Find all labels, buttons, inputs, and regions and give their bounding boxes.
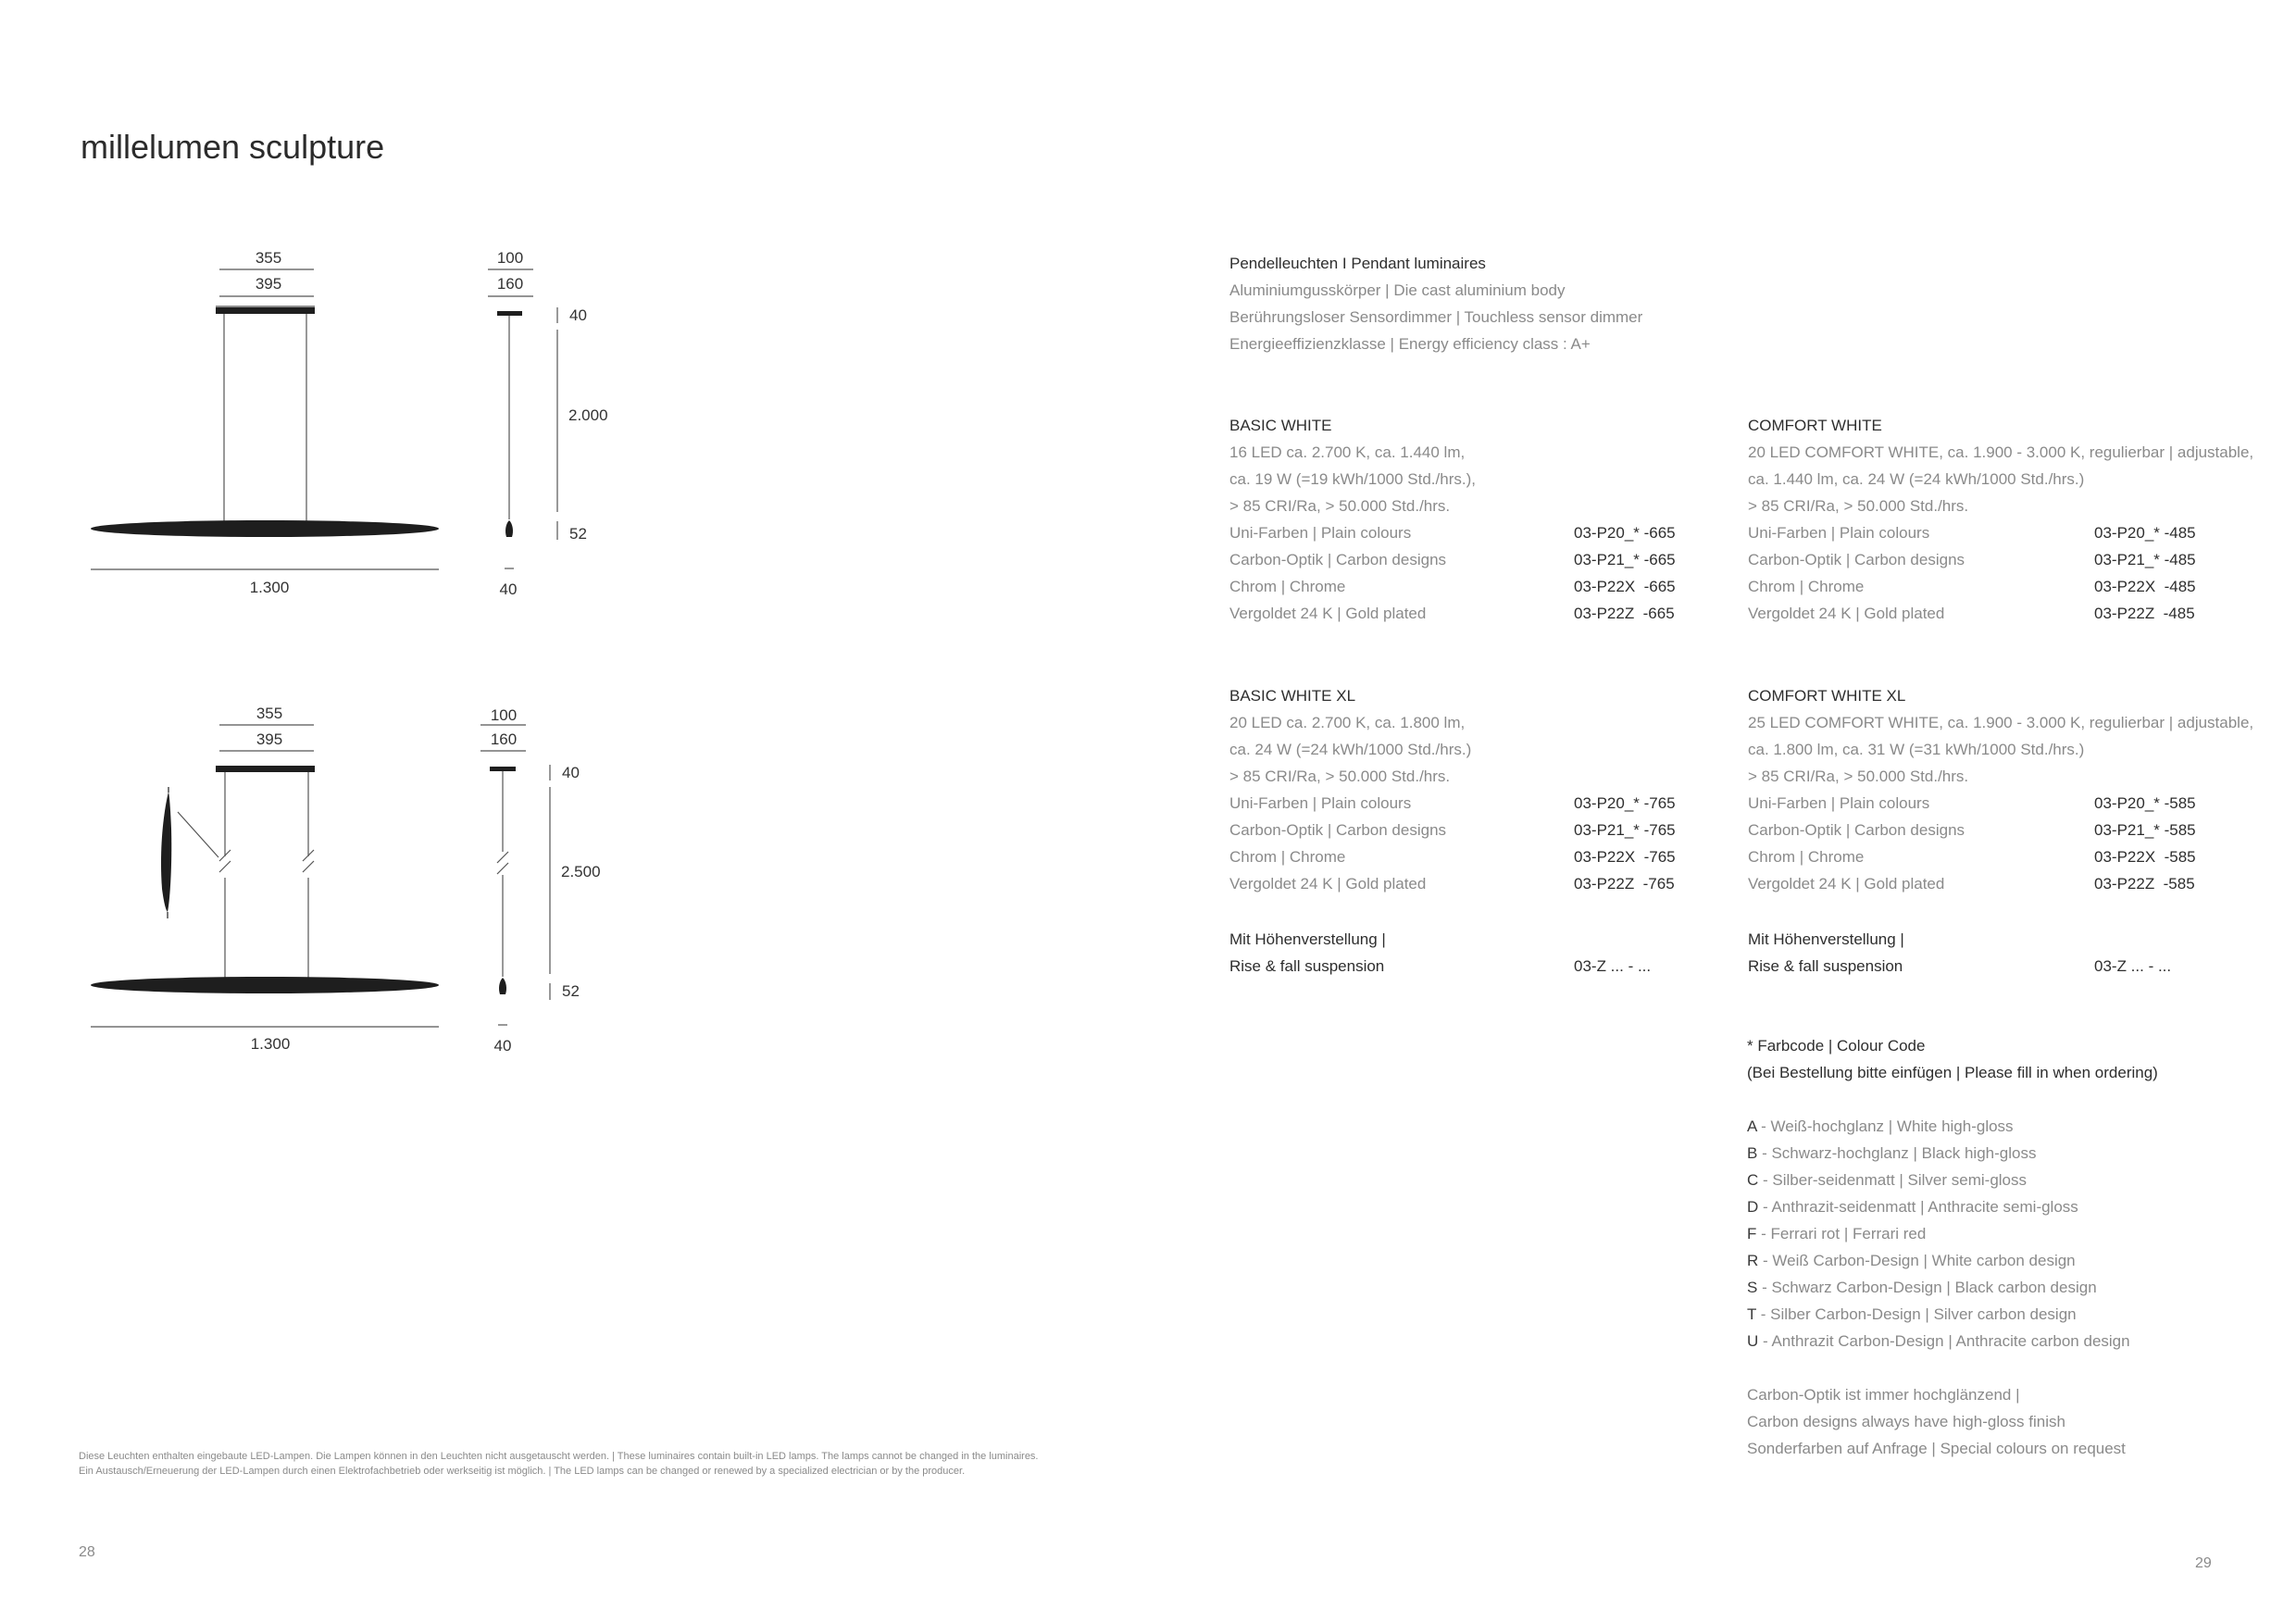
dim-cable-length: 2.000 [568, 406, 608, 424]
finish-row [1748, 870, 2266, 897]
finish-label: Uni-Farben | Plain colours [1229, 794, 1412, 812]
article-code: 03-P22Z -765 [1574, 875, 1675, 893]
rise-fall-label: Mit Höhenverstellung | [1748, 930, 1904, 948]
intro-block [1229, 250, 1642, 357]
rise-fall-label: Rise & fall suspension [1229, 957, 1385, 975]
rise-fall-code: 03-Z ... - ... [1574, 957, 1652, 975]
colour-key: R [1747, 1252, 1759, 1269]
dim-canopy-height: 40 [562, 764, 580, 781]
article-code: 03-P21_* -485 [2094, 551, 2196, 568]
finish-row [1229, 600, 1692, 627]
colour-key: S [1747, 1279, 1758, 1296]
colour-key: C [1747, 1171, 1759, 1189]
finish-label: Carbon-Optik | Carbon designs [1748, 821, 1965, 839]
dim-length: 1.300 [249, 579, 290, 596]
dim-lamp-depth: 40 [493, 1037, 512, 1055]
colour-code-item: C - Silber-seidenmatt | Silver semi-gloss [1747, 1171, 2028, 1189]
intro-line: Energieeffizienzklasse | Energy efficiency class : A+ [1229, 335, 1591, 353]
finish-label: Uni-Farben | Plain colours [1229, 524, 1412, 542]
colour-code-item: F - Ferrari rot | Ferrari red [1747, 1225, 1927, 1242]
variant-desc: 25 LED COMFORT WHITE, ca. 1.900 - 3.000 K, regulierbar | adjustable, [1748, 714, 2254, 731]
article-code: 03-P22Z -585 [2094, 875, 2195, 893]
rise-fall-left [1229, 926, 1692, 980]
page-number-left: 28 [79, 1544, 95, 1560]
variant-desc: 20 LED COMFORT WHITE, ca. 1.900 - 3.000 K, regulierbar | adjustable, [1748, 443, 2254, 461]
canopy-side-1 [497, 311, 522, 316]
finish-label: Carbon-Optik | Carbon designs [1748, 551, 1965, 568]
dim-lamp-height: 52 [569, 525, 587, 543]
footnote-line: Ein Austausch/Erneuerung der LED-Lampen durch einen Elektrofachbetrieb oder werkseitig ist möglich. | The LED lamps can be changed or renewed by a specialized electrician or by the producer. [79, 1466, 966, 1477]
lamp-disc-1 [91, 520, 439, 537]
colour-code-block [1747, 1032, 2265, 1462]
lamp-side-2 [499, 978, 506, 994]
dim-width-top: 355 [255, 249, 282, 267]
finish-label: Carbon-Optik | Carbon designs [1229, 821, 1447, 839]
variant-comfort-white-xl [1748, 682, 2266, 897]
dim-cable-length: 2.500 [561, 863, 601, 880]
variant-desc: ca. 19 W (=19 kWh/1000 Std./hrs.), [1229, 470, 1476, 488]
article-code: 03-P22X -485 [2094, 578, 2196, 595]
article-code: 03-P20_* -585 [2094, 794, 2196, 812]
variant-desc: ca. 1.440 lm, ca. 24 W (=24 kWh/1000 Std./hrs.) [1748, 470, 2085, 488]
finish-row [1748, 600, 2266, 627]
colour-code-subheading: (Bei Bestellung bitte einfügen | Please fill in when ordering) [1747, 1064, 2158, 1081]
variant-desc: > 85 CRI/Ra, > 50.000 Std./hrs. [1748, 768, 1969, 785]
finish-label: Vergoldet 24 K | Gold plated [1229, 605, 1427, 622]
finish-row [1229, 843, 1692, 870]
leader-line [178, 812, 218, 857]
article-code: 03-P22X -585 [2094, 848, 2196, 866]
rise-fall-label: Mit Höhenverstellung | [1229, 930, 1386, 948]
colour-code-item: A - Weiß-hochglanz | White high-gloss [1747, 1117, 2014, 1135]
finish-row [1748, 790, 2266, 817]
finish-row [1229, 870, 1692, 897]
finish-row [1748, 519, 2266, 546]
finish-label: Vergoldet 24 K | Gold plated [1748, 875, 1945, 893]
lamp-side-1 [505, 520, 513, 537]
dim-lamp-height: 52 [562, 982, 580, 1000]
colour-code-item: R - Weiß Carbon-Design | White carbon design [1747, 1252, 2076, 1269]
finish-label: Chrom | Chrome [1748, 848, 1865, 866]
intro-heading: Pendelleuchten I Pendant luminaires [1229, 255, 1486, 272]
variant-desc: ca. 24 W (=24 kWh/1000 Std./hrs.) [1229, 741, 1472, 758]
colour-key: B [1747, 1144, 1758, 1162]
lamp-disc-2 [91, 977, 439, 993]
finish-row [1229, 817, 1692, 843]
variant-desc: > 85 CRI/Ra, > 50.000 Std./hrs. [1229, 768, 1451, 785]
canopy-side-2 [490, 767, 516, 771]
rise-fall-label: Rise & fall suspension [1748, 957, 1903, 975]
finish-row [1748, 817, 2266, 843]
variant-name: BASIC WHITE [1229, 417, 1332, 434]
variant-desc: 20 LED ca. 2.700 K, ca. 1.800 lm, [1229, 714, 1466, 731]
finish-label: Chrom | Chrome [1229, 578, 1346, 595]
dim-canopy-height: 40 [569, 306, 587, 324]
dim-depth-top: 100 [490, 706, 518, 724]
colour-code-item: D - Anthrazit-seidenmatt | Anthracite semi-gloss [1747, 1198, 2078, 1216]
variant-desc: > 85 CRI/Ra, > 50.000 Std./hrs. [1229, 497, 1451, 515]
lamp-silhouette [161, 792, 171, 912]
variant-basic-white-xl [1229, 682, 1692, 897]
variant-desc: 16 LED ca. 2.700 K, ca. 1.440 lm, [1229, 443, 1466, 461]
rise-fall-right [1748, 926, 2266, 980]
finish-row [1229, 790, 1692, 817]
article-code: 03-P20_* -485 [2094, 524, 2196, 542]
intro-line: Berührungsloser Sensordimmer | Touchless sensor dimmer [1229, 308, 1643, 326]
variant-name: BASIC WHITE XL [1229, 687, 1356, 705]
finish-label: Carbon-Optik | Carbon designs [1229, 551, 1447, 568]
dim-depth-top: 100 [496, 249, 524, 267]
article-code: 03-P22X -665 [1574, 578, 1676, 595]
article-code: 03-P20_* -665 [1574, 524, 1676, 542]
intro-line: Aluminiumgusskörper | Die cast aluminium body [1229, 281, 1566, 299]
variant-basic-white [1229, 412, 1692, 627]
dim-width-bottom: 395 [256, 730, 283, 748]
colour-code-item: T - Silber Carbon-Design | Silver carbon design [1747, 1305, 2077, 1323]
variant-name: COMFORT WHITE XL [1748, 687, 1906, 705]
article-code: 03-P21_* -765 [1574, 821, 1676, 839]
variant-comfort-white [1748, 412, 2266, 627]
rise-fall-code: 03-Z ... - ... [2094, 957, 2172, 975]
article-code: 03-P20_* -765 [1574, 794, 1676, 812]
variant-name: COMFORT WHITE [1748, 417, 1882, 434]
colour-code-item: S - Schwarz Carbon-Design | Black carbon design [1747, 1279, 2097, 1296]
dim-length: 1.300 [250, 1035, 291, 1053]
colour-code-item: U - Anthrazit Carbon-Design | Anthracite carbon design [1747, 1332, 2130, 1350]
finish-row [1229, 573, 1692, 600]
variant-desc: > 85 CRI/Ra, > 50.000 Std./hrs. [1748, 497, 1969, 515]
canopy-front-1 [216, 307, 315, 314]
article-code: 03-P22X -765 [1574, 848, 1676, 866]
colour-note: Sonderfarben auf Anfrage | Special colours on request [1747, 1440, 2126, 1457]
colour-code-heading: * Farbcode | Colour Code [1747, 1037, 1926, 1055]
finish-row [1229, 519, 1692, 546]
variant-desc: ca. 1.800 lm, ca. 31 W (=31 kWh/1000 Std./hrs.) [1748, 741, 2085, 758]
finish-label: Chrom | Chrome [1229, 848, 1346, 866]
colour-note: Carbon-Optik ist immer hochglänzend | [1747, 1386, 2020, 1404]
colour-note: Carbon designs always have high-gloss finish [1747, 1413, 2065, 1430]
finish-label: Uni-Farben | Plain colours [1748, 524, 1930, 542]
colour-code-item: B - Schwarz-hochglanz | Black high-gloss [1747, 1144, 2037, 1162]
finish-row [1229, 546, 1692, 573]
finish-row [1748, 546, 2266, 573]
dim-width-top: 355 [256, 705, 283, 722]
finish-row [1748, 843, 2266, 870]
dim-width-bottom: 395 [255, 275, 282, 293]
article-code: 03-P22Z -665 [1574, 605, 1675, 622]
finish-label: Uni-Farben | Plain colours [1748, 794, 1930, 812]
canopy-front-2 [216, 766, 315, 772]
footnote-line: Diese Leuchten enthalten eingebaute LED-Lampen. Die Lampen können in den Leuchten nicht ausgetauscht werden. | These luminaires contain built-in LED lamps. The lamps cannot be changed in the luminaires. [79, 1451, 1039, 1462]
colour-key: F [1747, 1225, 1757, 1242]
colour-key: T [1747, 1305, 1757, 1323]
article-code: 03-P21_* -585 [2094, 821, 2196, 839]
dim-depth-bottom: 160 [490, 730, 518, 748]
finish-row [1748, 573, 2266, 600]
page-number-right: 29 [2195, 1555, 2212, 1571]
finish-label: Vergoldet 24 K | Gold plated [1229, 875, 1427, 893]
colour-key: A [1747, 1117, 1757, 1135]
finish-label: Vergoldet 24 K | Gold plated [1748, 605, 1945, 622]
page-title: millelumen sculpture [81, 128, 385, 166]
dim-depth-bottom: 160 [496, 275, 524, 293]
article-code: 03-P22Z -485 [2094, 605, 2195, 622]
dim-lamp-depth: 40 [499, 581, 518, 598]
article-code: 03-P21_* -665 [1574, 551, 1676, 568]
colour-key: U [1747, 1332, 1759, 1350]
finish-label: Chrom | Chrome [1748, 578, 1865, 595]
colour-key: D [1747, 1198, 1759, 1216]
